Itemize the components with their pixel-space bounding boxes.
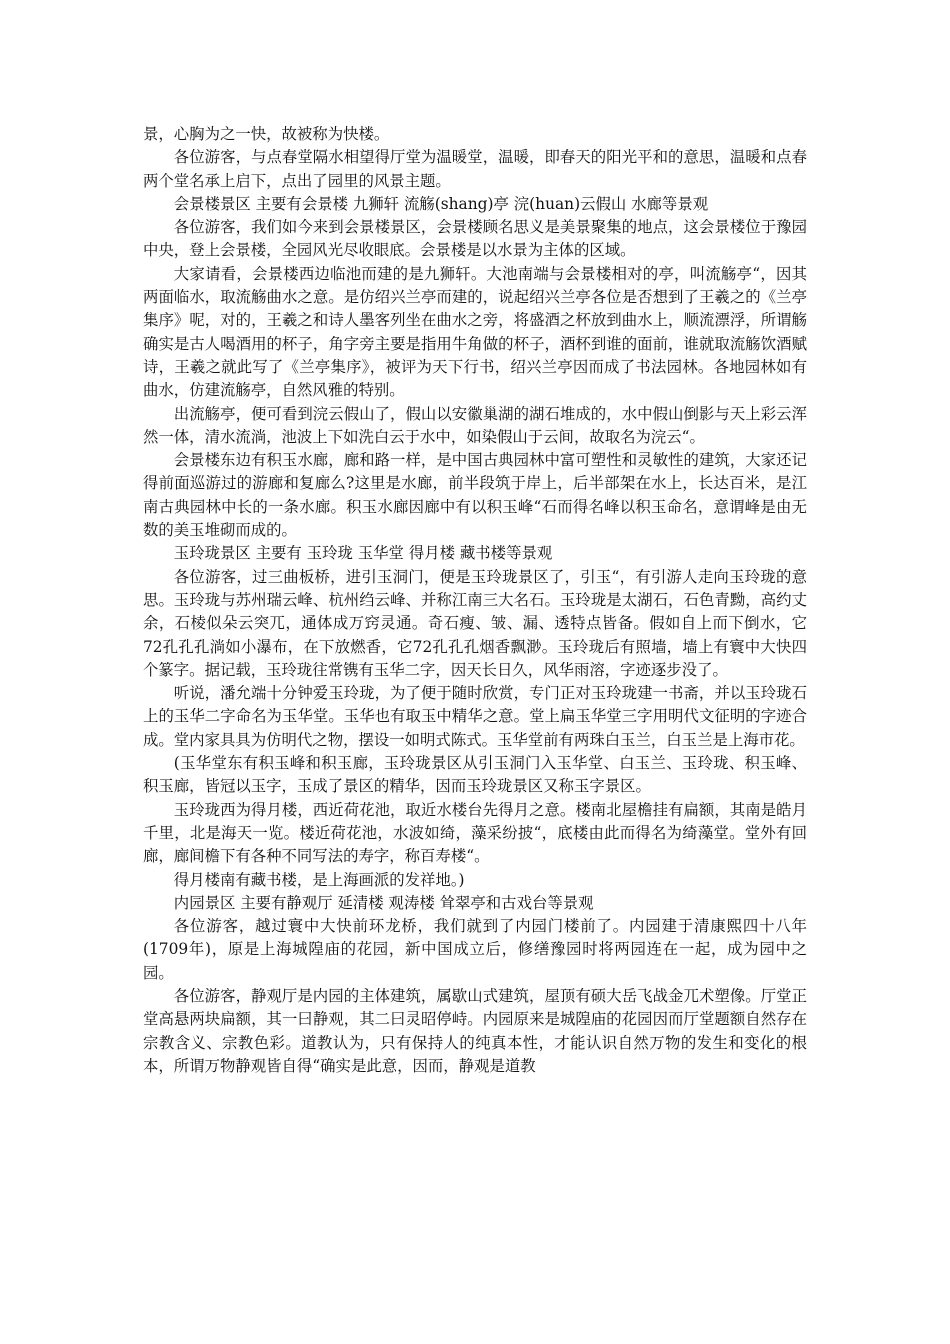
paragraph: 各位游客，过三曲板桥，进引玉洞门，便是玉玲珑景区了，引玉“，有引游人走向玉玲珑的意思。玉玲珑与苏州瑞云峰、杭州绉云峰、并称江南三大名石。玉玲珑是太湖石，石色青黝，高约丈余，石棱似朵云突兀，通体成万窍灵通。奇石瘦、皱、漏、透特点皆备。假如自上而下倒水，它72孔孔孔淌如小瀑布，在下放燃香，它72孔孔孔烟香飘渺。玉玲珑后有照墙，墙上有寰中大快四个篆字。据记载，玉玲珑往常镌有玉华二字，因天长日久，风华雨溶，字迹逐步没了。 <box>143 567 807 679</box>
paragraph: 各位游客，我们如今来到会景楼景区，会景楼顾名思义是美景聚集的地点，这会景楼位于豫园中央，登上会景楼，全园风光尽收眼底。会景楼是以水景为主体的区域。 <box>143 218 807 260</box>
paragraph: 听说，潘允端十分钟爱玉玲珑，为了便于随时欣赏，专门正对玉玲珑建一书斋，并以玉玲珑石上的玉华二字命名为玉华堂。玉华也有取玉中精华之意。堂上扁玉华堂三字用明代文征明的字迹合成。堂内家具具为仿明代之物，摆设一如明式陈式。玉华堂前有两珠白玉兰，白玉兰是上海市花。 <box>143 684 807 749</box>
paragraph: 各位游客，与点春堂隔水相望得厅堂为温暖堂，温暖，即春天的阳光平和的意思，温暖和点春两个堂名承上启下，点出了园里的风景主题。 <box>143 148 807 190</box>
paragraph: 得月楼南有藏书楼，是上海画派的发祥地。) <box>173 870 465 889</box>
paragraph: 大家请看，会景楼西边临池而建的是九狮轩。大池南端与会景楼相对的亭，叫流觞亭“，因其两面临水，取流觞曲水之意。是仿绍兴兰亭而建的，说起绍兴兰亭各位是否想到了王羲之的《兰亭集序》呢，对的，王羲之和诗人墨客列坐在曲水之旁，将盛酒之杯放到曲水上，顺流漂浮，所谓觞确实是古人喝酒用的杯子，角字旁主要是指用牛角做的杯子，酒杯到谁的面前，谁就取流觞饮酒赋诗，王羲之就此写了《兰亭集序》，被评为天下行书，绍兴兰亭因而成了书法园林。各地园林如有曲水，仿建流觞亭，自然风雅的特别。 <box>143 264 807 400</box>
paragraph: 各位游客，越过寰中大快前环龙桥，我们就到了内园门楼前了。内园建于清康熙四十八年(1709年)，原是上海城隍庙的花园，新中国成立后，修缮豫园时将两园连在一起，成为园中之园。 <box>143 917 807 982</box>
paragraph: 各位游客，静观厅是内园的主体建筑，属歇山式建筑，屋顶有硕大岳飞战金兀术塑像。厅堂正堂高悬两块扁额，其一曰静观，其二曰灵昭停峙。内园原来是城隍庙的花园因而厅堂题额自然存在宗教含义、宗教色彩。道教认为，只有保持人的纯真本性，才能认识自然万物的发生和变化的根本，所谓万物静观皆自得“确实是此意，因而，静观是道教 <box>143 986 807 1075</box>
paragraph: 出流觞亭，便可看到浣云假山了，假山以安徽巢湖的湖石堆成的，水中假山倒影与天上彩云浑然一体，清水流淌，池波上下如洗白云于水中，如染假山于云间，故取名为浣云“。 <box>143 404 807 446</box>
paragraph: 会景楼东边有积玉水廊，廊和路一样，是中国古典园林中富可塑性和灵敏性的建筑，大家还记得前面巡游过的游廊和复廊么?这里是水廊，前半段筑于岸上，后半部架在水上，长达百米，是江南古典园林中长的一条水廊。积玉水廊因廊中有以积玉峰“石而得名峰以积玉命名，意谓峰是由无数的美玉堆砌而成的。 <box>143 451 807 540</box>
section-heading: 内园景区 主要有静观厅 延清楼 观涛楼 耸翠亭和古戏台等景观 <box>173 893 594 912</box>
section-heading: 会景楼景区 主要有会景楼 九狮轩 流觞(shang)亭 浣(huan)云假山 水廊等景观 <box>173 194 709 213</box>
paragraph: 玉玲珑西为得月楼，西近荷花池，取近水楼台先得月之意。楼南北屋檐挂有扁额，其南是皓月千里，北是海天一览。楼近荷花池，水波如绮，藻采纷披“，底楼由此而得名为绮藻堂。堂外有回廊，廊间檐下有各种不同写法的寿字，称百寿楼“。 <box>143 800 807 866</box>
document-body <box>143 123 807 1078</box>
paragraph: 景，心胸为之一快，故被称为快楼。 <box>143 125 390 143</box>
section-heading: 玉玲珑景区 主要有 玉玲珑 玉华堂 得月楼 藏书楼等景观 <box>173 544 553 563</box>
paragraph: (玉华堂东有积玉峰和积玉廊，玉玲珑景区从引玉洞门入玉华堂、白玉兰、玉玲珑、积玉峰、积玉廊，皆冠以玉字，玉成了景区的精华，因而玉玲珑景区又称玉字景区。 <box>143 754 807 796</box>
